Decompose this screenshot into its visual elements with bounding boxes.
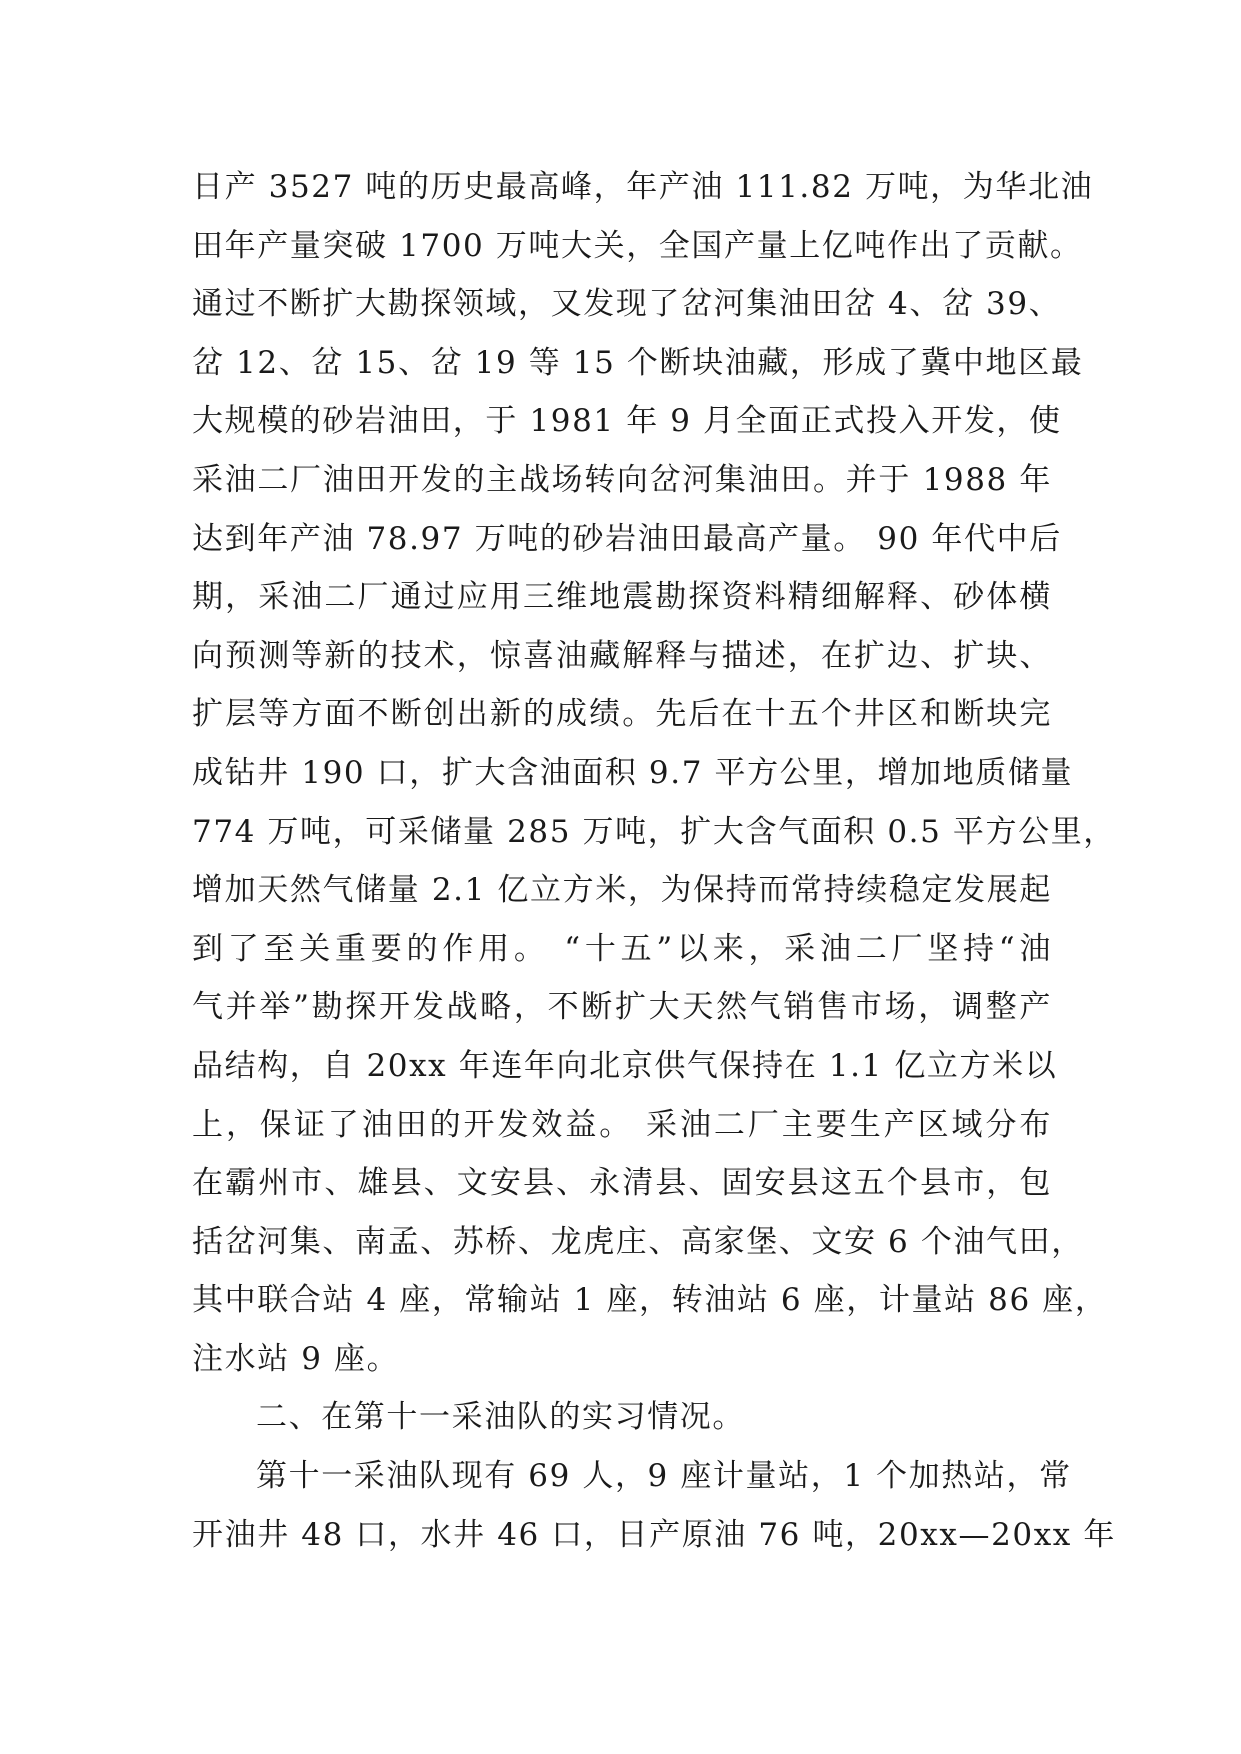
text-line: 其中联合站 4 座，常输站 1 座，转油站 6 座，计量站 86 座， [192,1282,1108,1319]
text-line: 增加天然气储量 2.1 亿立方米，为保持而常持续稳定发展起 [192,872,1052,909]
text-line: 采油二厂油田开发的主战场转向岔河集油田。并于 1988 年 [192,461,1052,498]
text-line: 上，保证了油田的开发效益。 采油二厂主要生产区域分布 [192,1106,1052,1143]
text-line: 田年产量突破 1700 万吨大关，全国产量上亿吨作出了贡献。 [192,227,1083,264]
text-line: 日产 3527 吨的历史最高峰，年产油 111.82 万吨，为华北油 [192,169,1094,205]
text-line: 气并举”勘探开发战略，不断扩大天然气销售市场，调整产 [192,989,1052,1026]
text-line: 第十一采油队现有 69 人，9 座计量站，1 个加热站，常 [256,1458,1072,1495]
text-line: 成钻井 190 口，扩大含油面积 9.7 平方公里，增加地质储量 [192,754,1074,791]
text-line: 通过不断扩大勘探领域，又发现了岔河集油田岔 4、岔 39、 [192,286,1062,323]
section-heading: 二、在第十一采油队的实习情况。 [256,1399,745,1436]
text-line: 达到年产油 78.97 万吨的砂岩油田最高产量。 90 年代中后 [192,520,1062,557]
text-line: 注水站 9 座。 [192,1340,400,1377]
text-line: 到了至关重要的作用。 “十五”以来，采油二厂坚持“油 [192,930,1052,967]
document-body [192,158,1116,1564]
text-line: 括岔河集、南孟、苏桥、龙虎庄、高家堡、文安 6 个油气田， [192,1223,1084,1260]
text-line: 扩层等方面不断创出新的成绩。先后在十五个井区和断块完 [192,696,1052,733]
text-line: 期，采油二厂通过应用三维地震勘探资料精细解释、砂体横 [192,579,1052,616]
text-line: 向预测等新的技术，惊喜油藏解释与描述，在扩边、扩块、 [192,637,1052,674]
text-line: 774 万吨，可采储量 285 万吨，扩大含气面积 0.5 平方公里， [192,813,1116,850]
text-line: 开油井 48 口，水井 46 口，日产原油 76 吨，20xx—20xx 年 [192,1516,1116,1553]
text-line: 岔 12、岔 15、岔 19 等 15 个断块油藏，形成了冀中地区最 [192,344,1084,381]
text-line: 在霸州市、雄县、文安县、永清县、固安县这五个县市，包 [192,1165,1052,1202]
text-line: 品结构，自 20xx 年连年向北京供气保持在 1.1 亿立方米以 [192,1047,1058,1084]
text-line: 大规模的砂岩油田，于 1981 年 9 月全面正式投入开发，使 [192,403,1062,440]
